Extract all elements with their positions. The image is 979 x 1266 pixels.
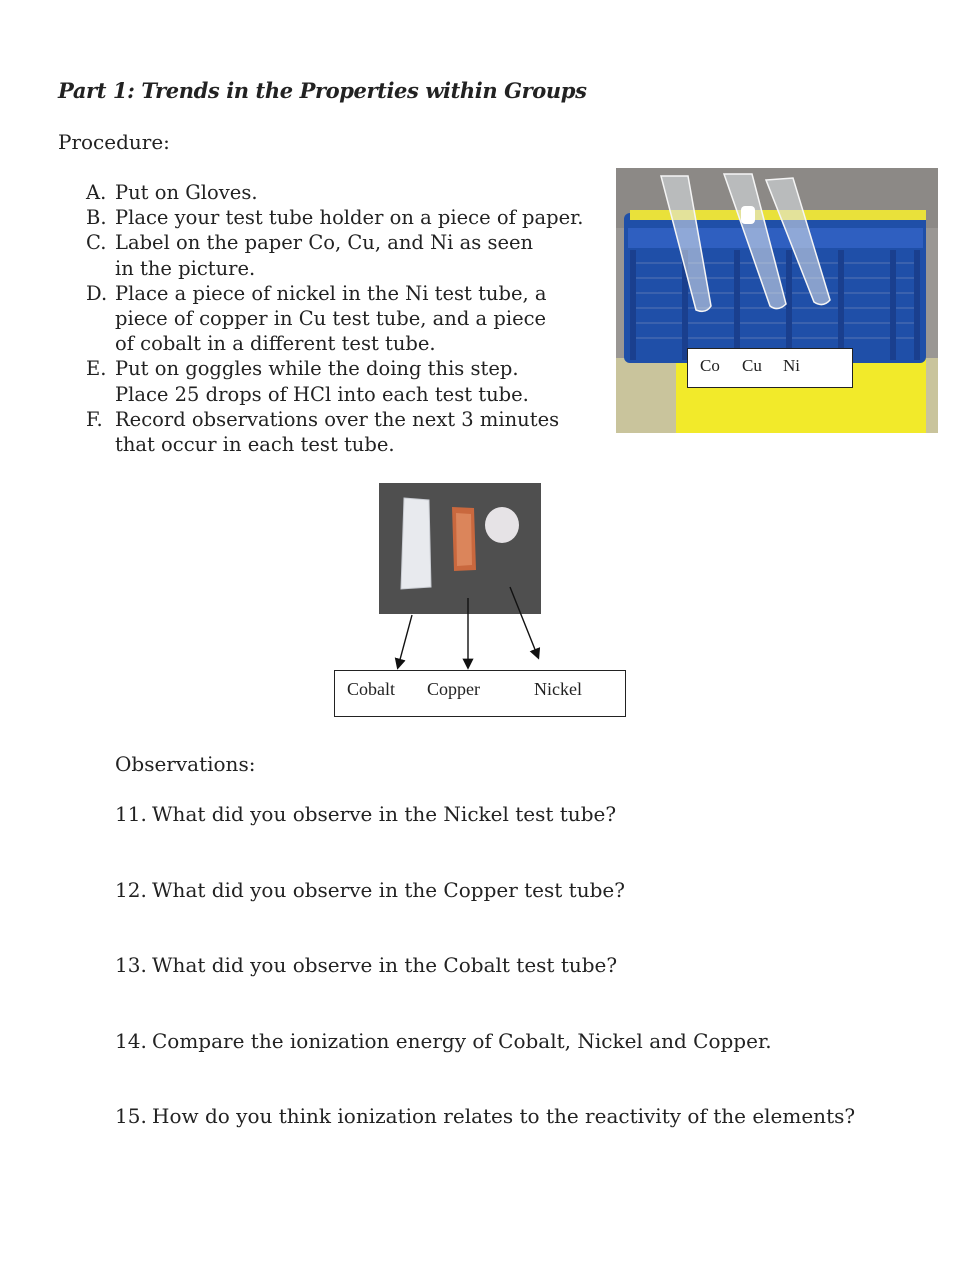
step-letter: A. (86, 181, 107, 204)
question-number: 13. (115, 953, 147, 977)
question-text: What did you observe in the Nickel test tube? (152, 802, 617, 826)
question-item (115, 1029, 772, 1053)
step-item (80, 356, 555, 406)
step-letter: E. (86, 357, 107, 381)
label-copper: Copper (427, 679, 480, 699)
test-tube-rack-photo (616, 168, 938, 433)
label-nickel: Nickel (534, 679, 582, 699)
step-letter: F. (86, 407, 103, 431)
step-item (80, 281, 563, 357)
question-text: What did you observe in the Copper test tube? (152, 878, 625, 902)
question-number: 12. (115, 878, 147, 902)
step-letter: D. (86, 281, 108, 305)
step-item (80, 407, 605, 457)
label-cobalt: Cobalt (347, 679, 395, 699)
step-letter: B. (86, 206, 107, 230)
question-item (115, 1104, 855, 1128)
question-item (115, 878, 625, 902)
arrow-nickel (510, 587, 538, 657)
section-heading: Part 1: Trends in the Properties within Groups (58, 78, 587, 103)
question-number: 14. (115, 1029, 147, 1053)
question-text: Compare the ionization energy of Cobalt, Nickel and Copper. (152, 1029, 772, 1053)
step-text: Place a piece of nickel in the Ni test tube, a piece of copper in Cu test tube, and a piece of cobalt in a different test tube. (115, 281, 547, 356)
step-text: Put on goggles while the doing this step. Place 25 drops of HCl into each test tube. (115, 357, 529, 406)
arrow-cobalt (398, 615, 412, 667)
step-item (80, 230, 538, 280)
step-text: Label on the paper Co, Cu, and Ni as seen in the picture. (115, 231, 534, 280)
step-item (80, 205, 610, 230)
question-item (115, 953, 617, 977)
question-item (115, 802, 616, 826)
question-text: What did you observe in the Cobalt test tube? (152, 953, 618, 977)
step-text: Record observations over the next 3 minutes that occur in each test tube. (115, 407, 560, 457)
label-cu: Cu (742, 356, 762, 375)
label-ni: Ni (783, 356, 800, 375)
step-item (80, 180, 610, 205)
observations-label: Observations: (115, 752, 256, 776)
label-co: Co (700, 356, 720, 375)
metal-label-box (334, 670, 626, 717)
step-letter: C. (86, 231, 107, 255)
question-text: How do you think ionization relates to the reactivity of the elements? (152, 1104, 856, 1128)
test-tube-rack-illustration (616, 168, 938, 433)
metal-arrows (379, 585, 579, 680)
rack-label-box (687, 348, 853, 388)
question-number: 11. (115, 802, 147, 826)
step-text: Put on Gloves. (115, 181, 258, 204)
step-text: Place your test tube holder on a piece of paper. (115, 206, 584, 230)
question-number: 15. (115, 1104, 147, 1128)
procedure-steps (80, 180, 610, 457)
procedure-label: Procedure: (58, 130, 170, 154)
